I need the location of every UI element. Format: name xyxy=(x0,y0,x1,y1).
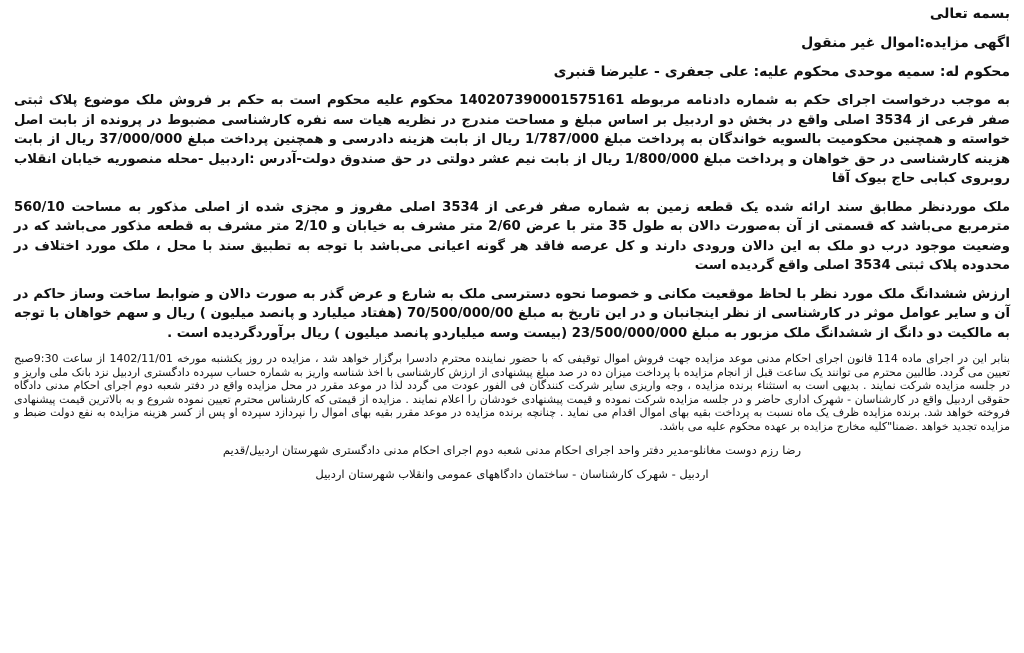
ruling-paragraph: به موجب درخواست اجرای حکم به شماره دادنامه مربوطه 140207390001575161 محکوم علیه محکوم است به حکم بر فروش ملک موضوع پلاک ثبتی صفر فرعی از 3534 اصلی واقع در بخش دو اردبیل بر اساس مبلغ و مساحت مندرج در نظریه هیات سه نفره کارشناسی مضبوط در پرونده از بابت اصل خواسته و همچنین محکومیت بالسویه خواندگان به پرداخت مبلغ 1/787/000 ریال از بابت هزینه دادرسی و همچنین پرداخت مبلغ 37/000/000 ریال از بابت هزینه کارشناسی در حق خواهان و پرداخت مبلغ 1/800/000 ریال از بابت نیم عشر دولتی در حق صندوق دولت-آدرس :اردبیل -محله منصوریه خیابان انقلاب روبروی کبابی حاج بیوک آقا xyxy=(14,93,1011,186)
notice-title: اگهی مزایده:اموال غیر منقول xyxy=(801,35,1010,51)
valuation-paragraph: ارزش ششدانگ ملک مورد نظر با لحاظ موقعیت مکانی و خصوصا نحوه دسترسی ملک به شارع و عرض گذر به صورت دالان و ضوابط ساخت وساز حاکم در آن و سایر عوامل موثر در کارشناسی از نظر اینجانبان و در این تاریخ به مبلغ 70/500/000/00 (هفتاد میلیارد و پانصد میلیون ) ریال و سهم خواهان با توجه به مالکیت دو دانگ از ششدانگ ملک مزبور به مبلغ 23/500/000/000 (بیست وسه میلیاردو پانصد میلیون ) ریال برآوردگردیده است . xyxy=(14,286,1011,341)
address-line: اردبیل - شهرک کارشناسان - ساختمان دادگاههای عمومی وانقلاب شهرستان اردبیل xyxy=(315,466,709,481)
parties-line: محکوم له: سمیه موحدی محکوم علیه: علی جعفری - علیرضا قنبری xyxy=(553,64,1010,80)
property-description-paragraph: ملک موردنظر مطابق سند ارائه شده یک قطعه زمین به شماره صفر فرعی از 3534 اصلی مفروز و مجزی شده از اصلی مذکور به مساحت 560/10 مترمربع می‌باشد که قسمتی از آن به‌صورت دالان به طول 35 متر با عرض 2/60 متر مشرف به خیابان و 2/10 متر مشرف به قطعه مذکور می‌باشد که در وضعیت موجود درب دو ملک به این دالان ورودی دارند و کل عرصه فاقد هر گونه اعیانی می‌باشد با توجه به تطبیق سند با محل ، ملک مورد اختلاف در محدوده پلاک ثبتی 3534 اصلی واقع گردیده است xyxy=(14,199,1011,273)
auction-conditions-paragraph: بنابر این در اجرای ماده 114 قانون اجرای احکام مدنی موعد مزایده جهت فروش اموال توقیفی که با حضور نماینده محترم دادسرا برگزار خواهد شد ، مزایده در روز یکشنبه مورخه 1402/11/01 از ساعت 9:30صبح تعیین می گردد. طالبین محترم می توانند یک ساعت قبل از انجام مزایده با پرداخت میزان ده در صد مبلغ پیشنهادی از ارزش کارشناسی با اخذ شناسه واریز به شماره حساب سپرده دادگستری اردبیل نزد بانک ملی واریز و در جلسه مزایده شرکت نمایند . بدیهی است به استثناء برنده مزایده ، وجه واریزی سایر شرکت کنندگان فی الفور عودت می گردد لذا در موعد مقرر در محل مزایده واقع در دفتر شعبه دوم اجرای احکام مدنی دادگاه حقوقی اردبیل واقع در کارشناسان - شهرک اداری حاضر و در جلسه مزایده شرکت نموده و قیمت پیشنهادی خودشان را اعلام نمایند . مزایده از قیمتی که کارشناس محترم تعیین نموده شروع و به بالاترین قیمت پیشنهادی فروخته خواهد شد. برنده مزایده ظرف یک ماه نسبت به پرداخت بقیه بهای اموال اقدام می نماید . چنانچه برنده مزایده در موعد مقرر بقیه بهای اموال را نپردازد سپرده او پس از کسر هزینه مزایده به نفع دولت ضبط و مزایده تجدید خواهد .ضمنا"کلیه مخارج مزایده بر عهده محکوم علیه می باشد. xyxy=(14,352,1010,433)
bismillah-heading: بسمه تعالی xyxy=(929,6,1010,22)
signature-line: رضا رزم دوست مغانلو-مدیر دفتر واحد اجرای احکام مدنی شعبه دوم اجرای احکام مدنی دادگستری شهرستان اردبیل/قدیم xyxy=(222,442,802,457)
